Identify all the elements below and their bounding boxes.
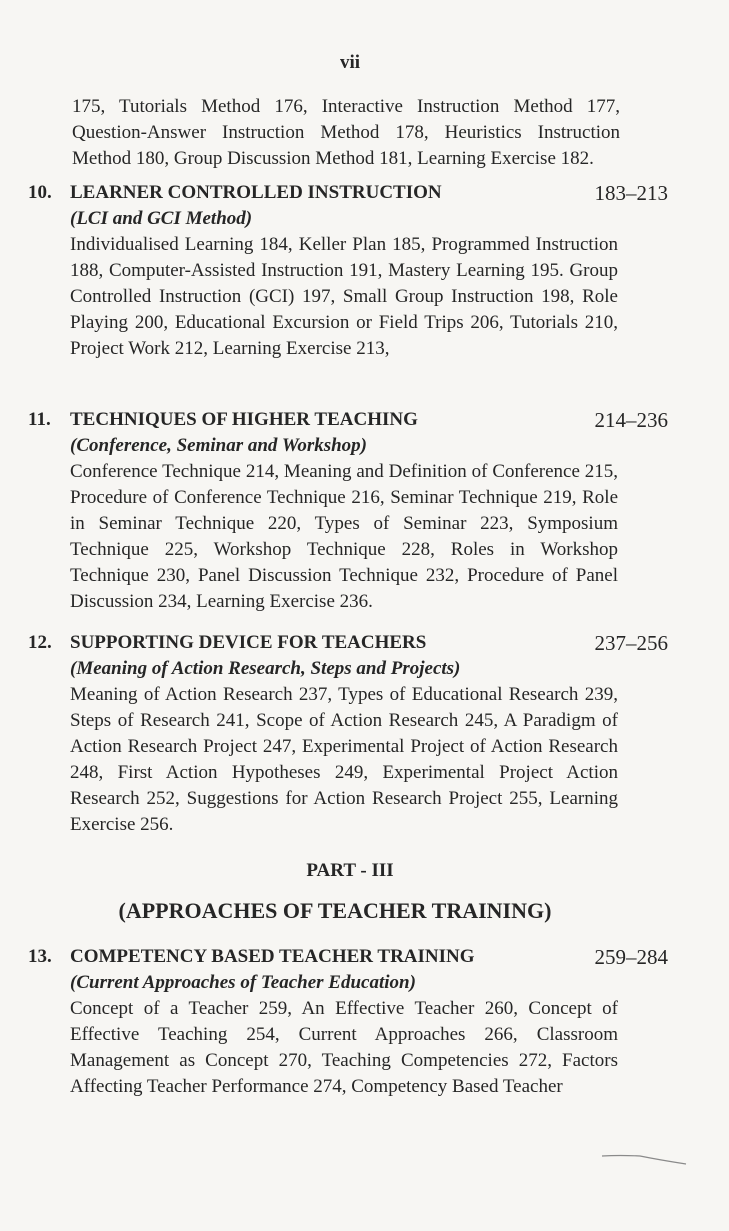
chapter-number: 11. (28, 409, 51, 430)
toc-entry-chapter-13 (28, 944, 668, 1100)
toc-entry-chapter-11 (28, 407, 668, 615)
chapter-subtitle: (Current Approaches of Teacher Education) (70, 972, 416, 993)
chapter-number: 13. (28, 946, 52, 967)
chapter-title: COMPETENCY BASED TEACHER TRAINING (70, 946, 475, 967)
pen-mark (600, 1152, 690, 1166)
chapter-subtitle: (Meaning of Action Research, Steps and Projects) (70, 658, 461, 679)
chapter-title: LEARNER CONTROLLED INSTRUCTION (70, 182, 442, 203)
chapter-page-range: 259–284 (594, 945, 668, 969)
page-number: vii (339, 52, 361, 73)
chapter-title: TECHNIQUES OF HIGHER TEACHING (70, 409, 418, 430)
chapter-page-range: 237–256 (594, 631, 668, 655)
chapter-number: 10. (28, 182, 52, 203)
toc-entry-chapter-10 (28, 180, 668, 362)
chapter-page-range: 214–236 (594, 408, 668, 432)
toc-entry-chapter-12 (28, 630, 668, 838)
chapter-title: SUPPORTING DEVICE FOR TEACHERS (70, 632, 427, 653)
intro-continuation-text: 175, Tutorials Method 176, Interactive Instruction Method 177, Question-Answer Instruction Method 178, Heuristics Instruction Method 180, Group Discussion Method 181, Learning Exercise 182. (72, 96, 620, 169)
chapter-topics: Conference Technique 214, Meaning and Definition of Conference 215, Procedure of Conference Technique 216, Seminar Technique 219, Role in Seminar Technique 220, Types of Seminar 223, Symposium Technique 225, Workshop Technique 228, Roles in Workshop Technique 230, Panel Discussion Technique 232, Procedure of Panel Discussion 234, Learning Exercise 236. (70, 461, 618, 612)
part-title: (APPROACHES OF TEACHER TRAINING) (118, 898, 552, 923)
chapter-subtitle: (LCI and GCI Method) (70, 208, 253, 229)
chapter-topics: Concept of a Teacher 259, An Effective Teacher 260, Concept of Effective Teaching 254, Current Approaches 266, Classroom Management as Concept 270, Teaching Competencies 272, Factors Affecting Teacher Performance 274, Competency Based Teacher (70, 998, 618, 1097)
chapter-subtitle: (Conference, Seminar and Workshop) (70, 435, 367, 456)
chapter-page-range: 183–213 (594, 181, 668, 205)
chapter-number: 12. (28, 632, 52, 653)
chapter-topics: Individualised Learning 184, Keller Plan 185, Programmed Instruction 188, Computer-Assisted Instruction 191, Mastery Learning 195. Group Controlled Instruction (GCI) 197, Small Group Instruction 198, Role Playing 200, Educational Excursion or Field Trips 206, Tutorials 210, Project Work 212, Learning Exercise 213, (70, 234, 618, 359)
chapter-topics: Meaning of Action Research 237, Types of Educational Research 239, Steps of Research 241, Scope of Action Research 245, A Paradigm of Action Research Project 247, Experimental Project of Action Research 248, First Action Hypotheses 249, Experimental Project Action Research 252, Suggestions for Action Research Project 255, Learning Exercise 256. (70, 684, 618, 835)
part-label: PART - III (306, 860, 394, 881)
